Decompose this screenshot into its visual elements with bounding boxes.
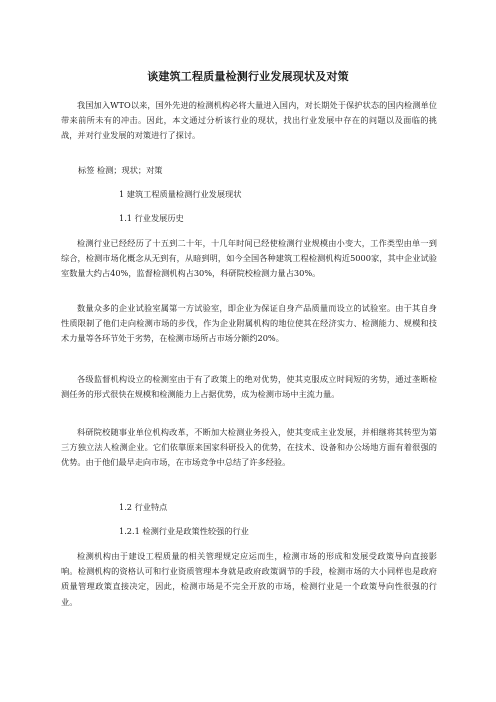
document-title: 谈建筑工程质量检测行业发展现状及对策 [147,70,349,83]
section-heading-1-2: 1.2 行业特点 [119,502,168,512]
section-heading-1: 1 建筑工程质量检测行业发展现状 [119,189,242,199]
body-paragraph: 数量众多的企业试验室属第一方试验室，即企业为保证自身产品质量而设立的试验室。由于其自身性质限制了他们走向检测市场的步伐，作为企业附属机构的地位使其在经济实力、检测能力、规模和技术力量等各环节处于劣势，在检测市场所占市场分额约20%。 [61,303,437,344]
section-heading-1-2-1: 1.2.1 检测行业是政策性较强的行业 [119,526,249,536]
body-paragraph: 检测行业已经经历了十五到二十年，十几年时间已经使检测行业规模由小变大，工作类型由单一到综合，检测市场化概念从无到有，从暗到明，如今全国各种建筑工程检测机构近5000家，其中企业试验室数量大约占40%，监督检测机构占30%，科研院校检测力量占30%。 [61,238,437,279]
abstract-paragraph: 我国加入WTO以来，国外先进的检测机构必将大量进入国内，对长期处于保护状态的国内检测单位带来前所未有的冲击。因此，本文通过分析该行业的现状，找出行业发展中存在的问题以及面临的挑战，并对行业发展的对策进行了探讨。 [61,100,437,141]
body-paragraph: 科研院校随事业单位机构改革，不断加大检测业务投入，使其变成主业发展，并相继将其转型为第三方独立法人检测企业。它们依靠原来国家科研投入的优势，在技术、设备和办公场地方面有着很强的优势。由于他们最早走向市场，在市场竞争中总结了许多经验。 [61,427,437,468]
section-heading-1-1: 1.1 行业发展历史 [119,213,184,223]
body-paragraph: 检测机构由于建设工程质量的相关管理规定应运而生，检测市场的形成和发展受政策导向直接影响。检测机构的资格认可和行业资质管理本身就是政府政策调节的手段，检测市场的大小同样也是政府质量管理政策直接决定，因此，检测市场是不完全开放的市场，检测行业是一个政策导向性很强的行业。 [61,551,437,607]
keywords: 标签 检测；现状；对策 [78,165,163,175]
body-paragraph: 各级监督机构设立的检测室由于有了政策上的绝对优势，使其克服成立时间短的劣势，通过垄断检测任务的形式很快在规模和检测能力上占据优势，成为检测市场中主流力量。 [61,374,437,400]
